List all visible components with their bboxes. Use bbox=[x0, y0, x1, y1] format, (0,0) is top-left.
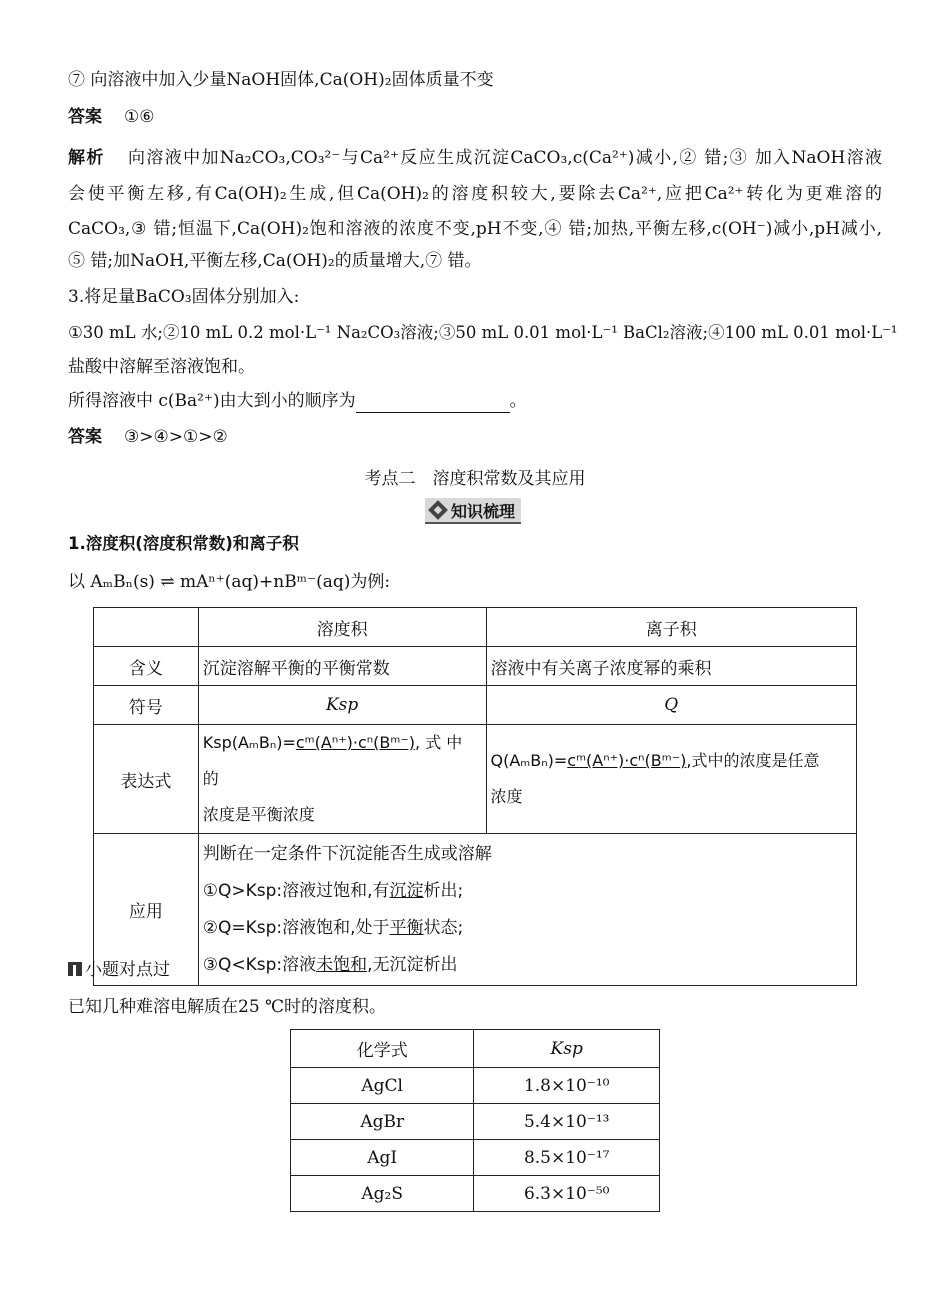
analysis-label: 解析 bbox=[68, 148, 105, 168]
table-cell: 6.3×10⁻⁵⁰ bbox=[474, 1176, 660, 1212]
table-cell: AgI bbox=[291, 1140, 474, 1176]
row-label: 表达式 bbox=[94, 725, 199, 834]
table-row bbox=[291, 1068, 660, 1104]
answer-value: ①⑥ bbox=[124, 107, 155, 127]
question-3-title: 3.将足量BaCO₃固体分别加入: bbox=[68, 287, 300, 307]
table-row bbox=[291, 1176, 660, 1212]
answer-1 bbox=[68, 105, 154, 129]
row-label: 应用 bbox=[94, 834, 199, 986]
table-cell: 溶液中有关离子浓度幂的乘积 bbox=[486, 647, 856, 686]
table-row bbox=[94, 834, 857, 986]
column-header: 离子积 bbox=[486, 608, 856, 647]
analysis-line-2: 会使平衡左移,有Ca(OH)₂生成,但Ca(OH)₂的溶度积较大,要除去Ca²⁺,应把Ca²⁺转化为更难溶的 bbox=[68, 184, 882, 204]
row-label: 符号 bbox=[94, 686, 199, 725]
diamond-icon bbox=[428, 500, 448, 520]
table-row bbox=[94, 647, 857, 686]
analysis-line-4: ⑤ 错;加NaOH,平衡左移,Ca(OH)₂的质量增大,⑦ 错。 bbox=[68, 251, 482, 271]
example-line: 以 AₘBₙ(s) ⇌ mAⁿ⁺(aq)+nBᵐ⁻(aq)为例: bbox=[68, 572, 391, 592]
table-cell: 沉淀溶解平衡的平衡常数 bbox=[198, 647, 486, 686]
analysis-line-3: CaCO₃,③ 错;恒温下,Ca(OH)₂饱和溶液的浓度不变,pH不变,④ 错;加热,平衡左移,c(OH⁻)减小,pH减小, bbox=[68, 219, 882, 239]
table-cell: Ag₂S bbox=[291, 1176, 474, 1212]
heading-1: 1.溶度积(溶度积常数)和离子积 bbox=[68, 534, 299, 553]
table-row bbox=[291, 1104, 660, 1140]
known-line: 已知几种难溶电解质在25 ℃时的溶度积。 bbox=[68, 997, 387, 1017]
table-cell: AgCl bbox=[291, 1068, 474, 1104]
table-row bbox=[94, 686, 857, 725]
answer-2 bbox=[68, 425, 228, 449]
table-cell: Ksp bbox=[198, 686, 486, 725]
table-row bbox=[291, 1140, 660, 1176]
ksp-q-table bbox=[93, 607, 857, 986]
table-cell: Q(AₘBₙ)=cᵐ(Aⁿ⁺)·cⁿ(Bᵐ⁻),式中的浓度是任意 浓度 bbox=[486, 725, 856, 834]
answer-label: 答案 bbox=[68, 107, 102, 127]
table-cell: 8.5×10⁻¹⁷ bbox=[474, 1140, 660, 1176]
ksp-values-table bbox=[290, 1029, 660, 1212]
subsection-heading: 小题对点过 bbox=[68, 958, 170, 982]
answer-value: ③>④>①>② bbox=[124, 427, 228, 447]
table-cell: 5.4×10⁻¹³ bbox=[474, 1104, 660, 1140]
question-3-options-cont: 盐酸中溶解至溶液饱和。 bbox=[68, 357, 255, 377]
table-row bbox=[291, 1030, 660, 1068]
bookmark-icon bbox=[68, 962, 82, 976]
column-header: 化学式 bbox=[291, 1030, 474, 1068]
answer-label: 答案 bbox=[68, 427, 102, 447]
column-header: 溶度积 bbox=[198, 608, 486, 647]
table-cell: 1.8×10⁻¹⁰ bbox=[474, 1068, 660, 1104]
table-row bbox=[94, 725, 857, 834]
knowledge-badge: 知识梳理 bbox=[425, 498, 521, 524]
row-label: 含义 bbox=[94, 647, 199, 686]
answer-blank bbox=[356, 394, 510, 413]
item-7: ⑦ 向溶液中加入少量NaOH固体,Ca(OH)₂固体质量不变 bbox=[68, 70, 494, 90]
table-cell: Q bbox=[486, 686, 856, 725]
analysis-line-1: 解析 向溶液中加Na₂CO₃,CO₃²⁻与Ca²⁺反应生成沉淀CaCO₃,c(Ca²⁺)减小,② 错;③ 加入NaOH溶液 bbox=[68, 148, 883, 168]
column-header: Ksp bbox=[474, 1030, 660, 1068]
table-row bbox=[94, 608, 857, 647]
table-cell: 判断在一定条件下沉淀能否生成或溶解 ①Q>Ksp:溶液过饱和,有沉淀析出; ②Q=Ksp:溶液饱和,处于平衡状态; ③Q<Ksp:溶液未饱和,无沉淀析出 bbox=[198, 834, 856, 986]
table-cell: AgBr bbox=[291, 1104, 474, 1140]
question-3-prompt: 所得溶液中 c(Ba²⁺)由大到小的顺序为 。 bbox=[68, 391, 527, 411]
question-3-options: ①30 mL 水;②10 mL 0.2 mol·L⁻¹ Na₂CO₃溶液;③50 mL 0.01 mol·L⁻¹ BaCl₂溶液;④100 mL 0.01 mol·L⁻¹ bbox=[68, 323, 898, 342]
section-title: 考点二 溶度积常数及其应用 bbox=[364, 469, 586, 489]
table-cell: Ksp(AₘBₙ)=cᵐ(Aⁿ⁺)·cⁿ(Bᵐ⁻), 式 中 的 浓度是平衡浓度 bbox=[198, 725, 486, 834]
